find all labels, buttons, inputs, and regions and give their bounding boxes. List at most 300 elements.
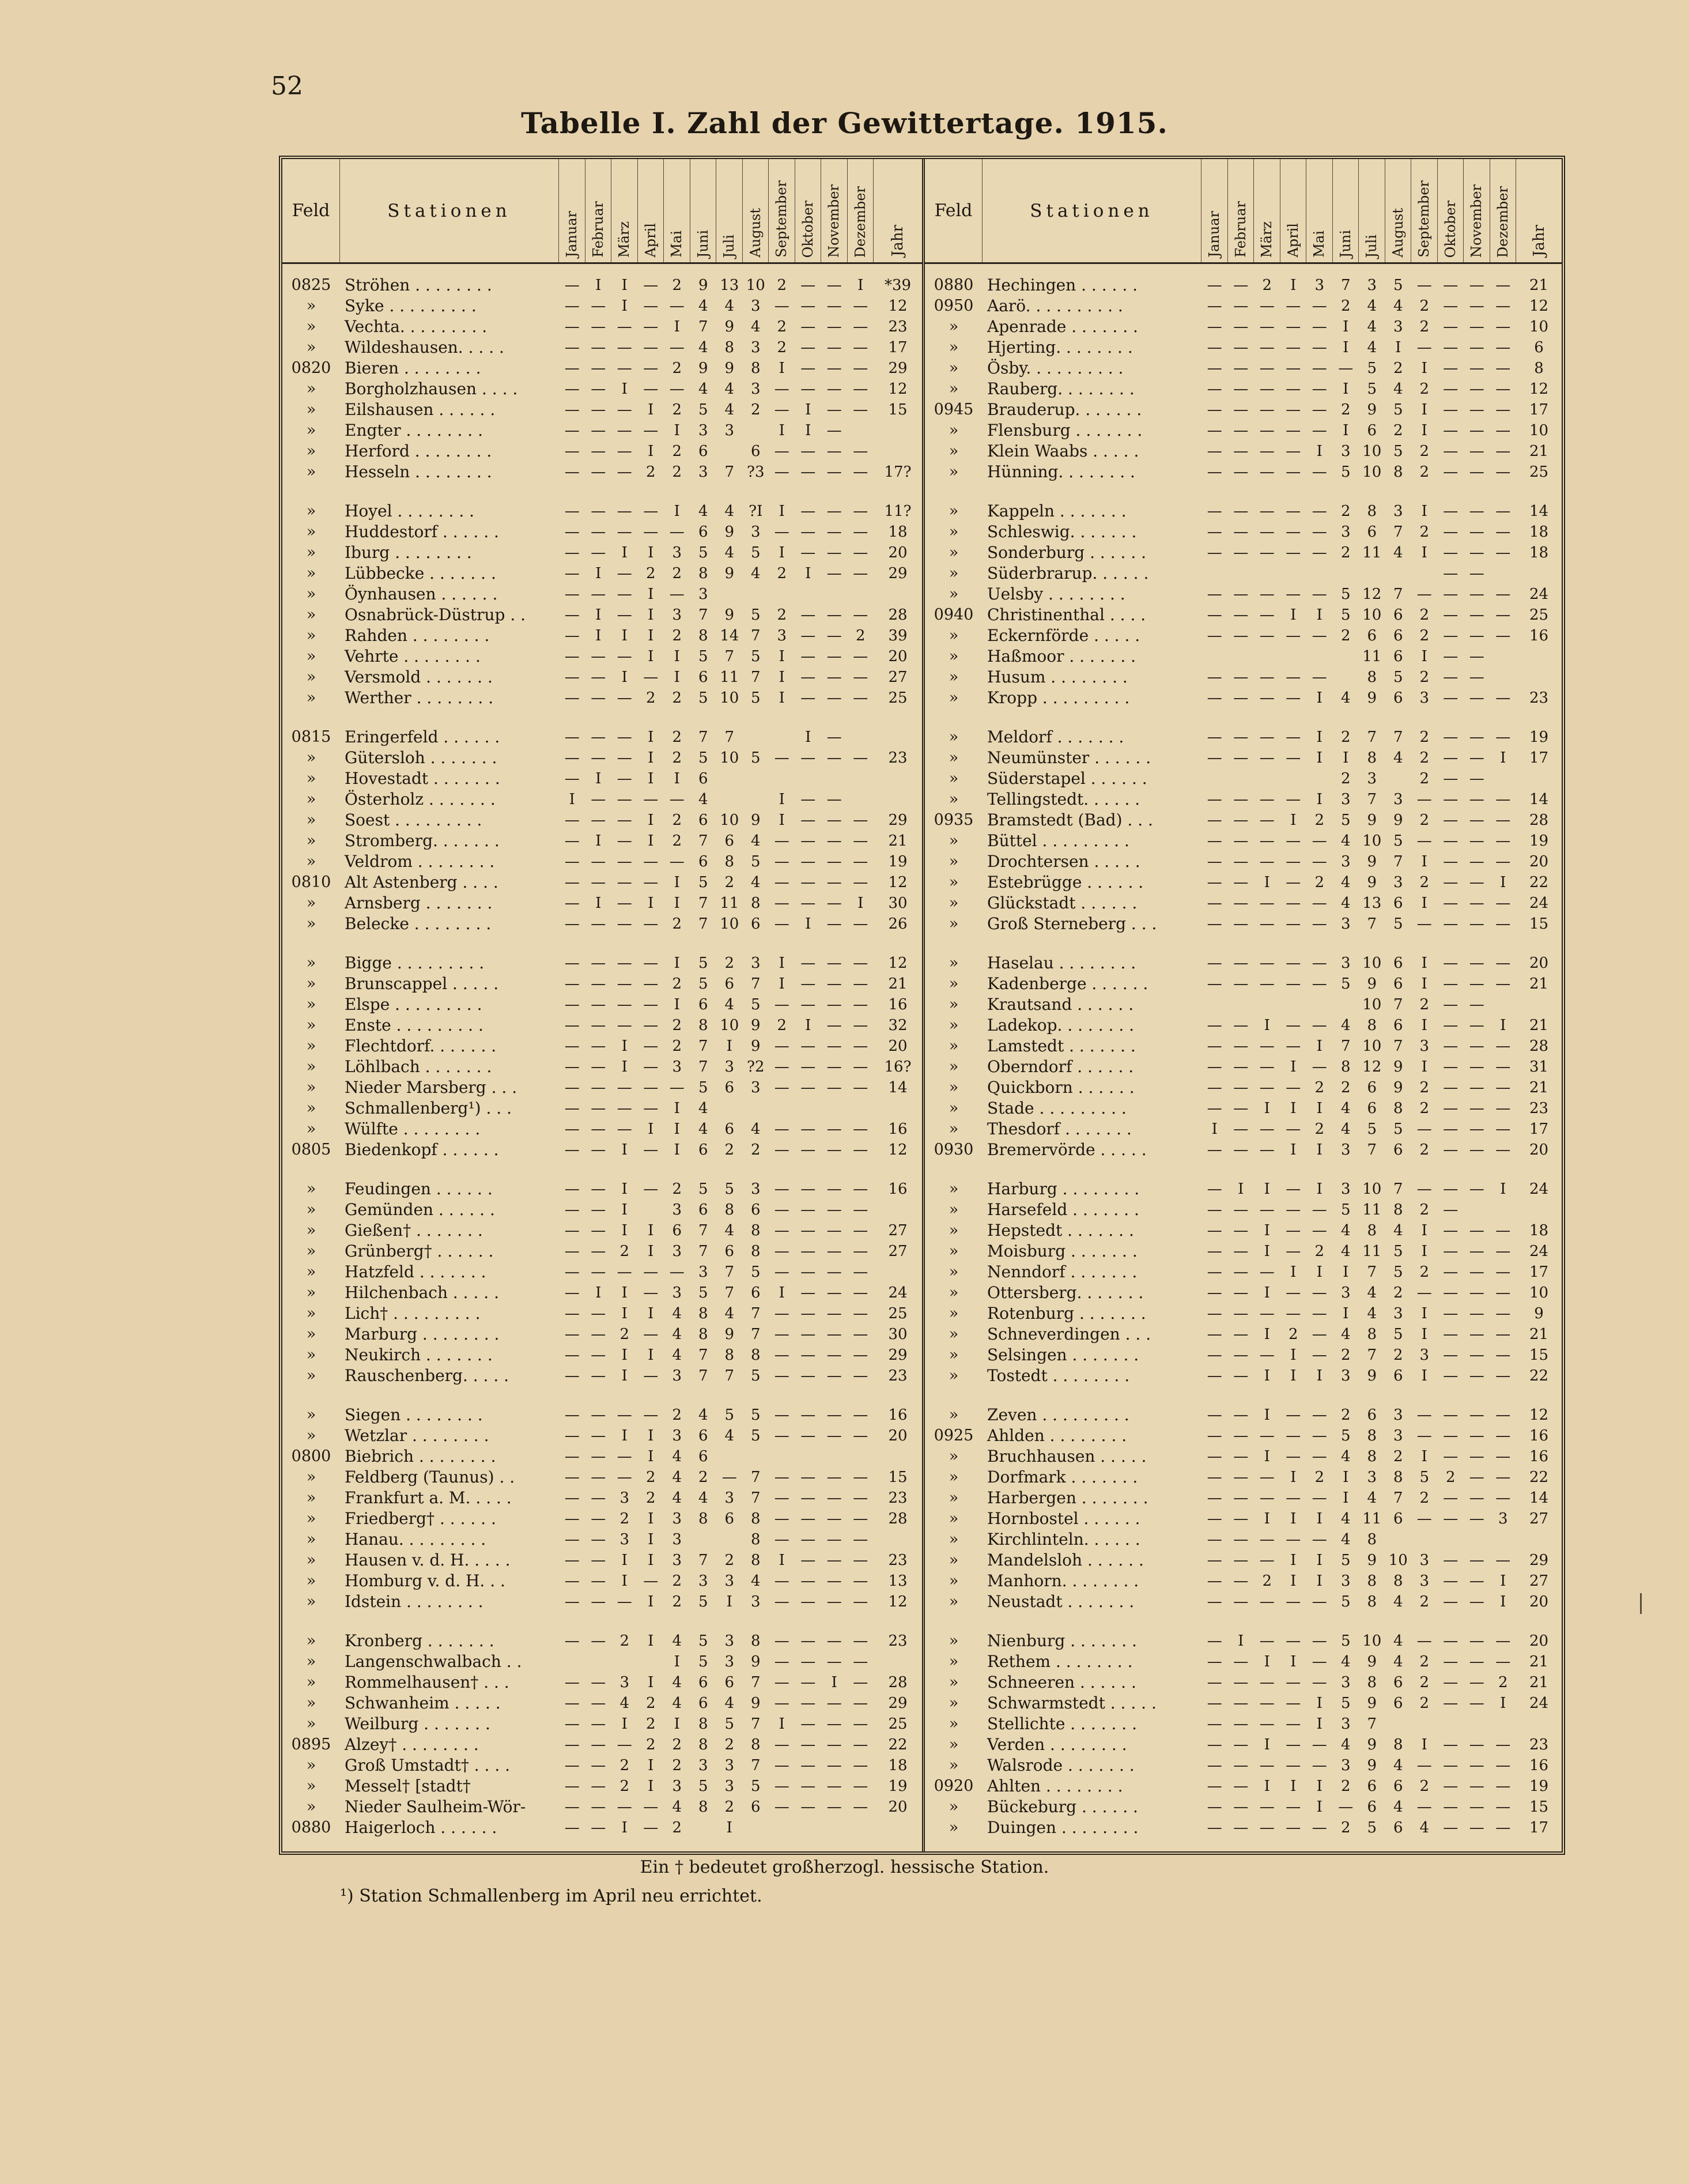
month-value: I <box>648 832 654 850</box>
month-value: — <box>591 544 606 561</box>
month-value: — <box>591 401 606 418</box>
month-value: — <box>1233 1489 1249 1507</box>
month-value: — <box>591 791 606 808</box>
month-value: — <box>800 277 816 294</box>
feld-cell: » <box>306 811 316 829</box>
table-row <box>282 1344 922 1365</box>
station-name: Schmallenberg¹) . . . <box>345 1099 512 1118</box>
month-value: 5 <box>698 1284 708 1302</box>
table-row <box>925 1446 1562 1466</box>
month-value: — <box>1312 1017 1327 1034</box>
month-value: I <box>1316 443 1323 460</box>
table-row <box>282 420 922 440</box>
month-value: — <box>643 996 659 1013</box>
station-name: Messel† [stadt† <box>345 1776 471 1796</box>
feld-cell: » <box>949 463 959 481</box>
month-value: — <box>1495 1243 1511 1260</box>
month-value: — <box>826 1489 842 1507</box>
month-value: — <box>853 1121 868 1138</box>
month-value: — <box>1207 812 1222 829</box>
year-total: 24 <box>1529 586 1549 603</box>
month-value: I <box>648 1121 654 1138</box>
station-name: Idstein . . . . . . . . <box>345 1592 483 1611</box>
feld-cell: » <box>949 1284 959 1302</box>
feld-cell: » <box>949 1593 959 1610</box>
month-value: — <box>591 1079 606 1096</box>
year-total: 28 <box>1529 812 1549 829</box>
month-value: — <box>1286 503 1301 520</box>
month-value: I <box>1421 544 1427 561</box>
month-value: I <box>779 669 785 686</box>
month-value: 5 <box>1367 1121 1377 1138</box>
year-total: 19 <box>888 1778 908 1795</box>
header-month-label: Juli <box>1363 234 1380 258</box>
month-value: — <box>826 1469 842 1486</box>
month-value: — <box>1469 1367 1484 1385</box>
month-value: — <box>1469 318 1484 335</box>
month-value: — <box>1207 443 1222 460</box>
year-total: 15 <box>1529 1798 1549 1816</box>
month-value: — <box>1443 1058 1458 1076</box>
month-value: — <box>1259 1531 1275 1548</box>
month-value: 9 <box>1367 401 1377 418</box>
month-value: — <box>1495 1552 1511 1569</box>
month-value: 2 <box>1340 1819 1351 1836</box>
month-value: 7 <box>750 1757 761 1774</box>
month-value: — <box>1207 627 1222 644</box>
feld-cell: » <box>306 1489 316 1507</box>
month-value: — <box>774 380 789 398</box>
month-value: — <box>774 1469 789 1486</box>
month-value: 8 <box>1367 503 1377 520</box>
month-value: I <box>1343 1489 1349 1507</box>
feld-cell: » <box>306 1242 316 1260</box>
month-value: — <box>1259 1038 1275 1055</box>
month-value: — <box>774 1201 789 1219</box>
table-row <box>925 789 1562 809</box>
month-value: — <box>564 853 580 870</box>
month-value: 6 <box>1393 975 1403 993</box>
month-value: 2 <box>724 1552 735 1569</box>
table-row <box>925 687 1562 708</box>
month-value: — <box>800 1305 816 1322</box>
month-value: — <box>1207 380 1222 398</box>
month-value: — <box>1469 1058 1484 1076</box>
month-value: 7 <box>1367 1346 1377 1364</box>
month-value: — <box>800 955 816 972</box>
month-value: — <box>1495 1346 1511 1364</box>
month-value: 5 <box>750 1406 761 1424</box>
station-name: Eilshausen . . . . . . <box>345 400 496 419</box>
station-name: Stellichte . . . . . . . <box>987 1714 1138 1733</box>
table-row <box>925 1508 1562 1529</box>
station-name: Bigge . . . . . . . . . <box>345 953 485 972</box>
month-value: 8 <box>724 1201 735 1219</box>
month-value: 3 <box>724 1778 735 1795</box>
month-value: — <box>643 1406 659 1424</box>
month-value: 3 <box>1393 791 1403 808</box>
month-value: I <box>1421 853 1427 870</box>
month-value: — <box>1286 1427 1301 1444</box>
header-month <box>1385 159 1412 262</box>
month-value: 2 <box>777 1017 787 1034</box>
month-value: — <box>1259 729 1275 746</box>
month-value: — <box>1233 422 1249 439</box>
month-value: — <box>1207 1510 1222 1527</box>
month-value: I <box>595 565 602 582</box>
month-value: — <box>1233 1058 1249 1076</box>
month-value: — <box>564 1058 580 1076</box>
month-value: 3 <box>1340 1141 1351 1159</box>
station-name: Lich† . . . . . . . . . <box>345 1304 481 1323</box>
month-value: — <box>564 1038 580 1055</box>
year-total: 16 <box>888 996 908 1013</box>
month-value: 2 <box>1419 1674 1430 1691</box>
month-value: 4 <box>1367 339 1377 356</box>
month-value: — <box>774 996 789 1013</box>
thunderstorm-days-table <box>279 156 1565 1855</box>
month-value: I <box>1264 1017 1270 1034</box>
month-value: — <box>1416 1427 1432 1444</box>
month-value: — <box>1443 955 1458 972</box>
month-value: — <box>826 1038 842 1055</box>
month-value: — <box>617 874 632 891</box>
month-value: — <box>800 1263 816 1281</box>
feld-cell: » <box>949 1078 959 1096</box>
month-value: — <box>826 1346 842 1364</box>
month-value: 2 <box>672 1757 682 1774</box>
month-value: — <box>591 1695 606 1712</box>
month-value: 2 <box>672 915 682 933</box>
month-value: — <box>1495 1406 1511 1424</box>
table-row <box>925 1775 1562 1796</box>
month-value: — <box>800 1715 816 1733</box>
month-value: — <box>853 1632 868 1650</box>
month-value: — <box>591 422 606 439</box>
month-value: — <box>1495 1778 1511 1795</box>
year-total: 21 <box>888 832 908 850</box>
station-name: Herford . . . . . . . . <box>345 442 492 461</box>
station-name: Flechtdorf. . . . . . . <box>345 1036 497 1055</box>
month-value: — <box>774 1489 789 1507</box>
month-value: 5 <box>1393 669 1403 686</box>
year-total: 10 <box>1529 1284 1549 1302</box>
feld-cell: » <box>306 1367 316 1385</box>
station-name: Hünning. . . . . . . . <box>987 462 1135 481</box>
table-row <box>282 1630 922 1651</box>
month-value: — <box>1207 318 1222 335</box>
month-value: — <box>853 401 868 418</box>
month-value: — <box>1207 1100 1222 1117</box>
station-name: Ösby. . . . . . . . . . <box>987 359 1124 378</box>
month-value: — <box>800 1367 816 1385</box>
month-value: — <box>591 1100 606 1117</box>
month-value: 2 <box>1419 874 1430 891</box>
station-name: Homburg v. d. H. . . <box>345 1571 505 1590</box>
month-value: — <box>617 1736 632 1753</box>
month-value: — <box>1469 606 1484 624</box>
header-month <box>1201 159 1228 262</box>
month-value: 7 <box>1393 1489 1403 1507</box>
month-value: I <box>831 1674 837 1691</box>
month-value: 7 <box>1367 1141 1377 1159</box>
table-row <box>282 1775 922 1796</box>
header-month-label: Februar <box>1232 201 1249 258</box>
station-name: Quickborn . . . . . . <box>987 1078 1135 1097</box>
month-value: — <box>643 669 659 686</box>
year-total: 20 <box>888 1038 908 1055</box>
month-value: — <box>617 832 632 850</box>
year-total: 16 <box>1529 1757 1549 1774</box>
month-value: 7 <box>698 318 708 335</box>
month-value: — <box>1469 1819 1484 1836</box>
feld-cell: » <box>306 606 316 624</box>
station-name: Uelsby . . . . . . . . <box>987 584 1125 603</box>
month-value: — <box>826 1695 842 1712</box>
month-value: I <box>1500 1572 1506 1590</box>
month-value: 5 <box>698 1778 708 1795</box>
month-value: — <box>1469 297 1484 315</box>
month-value: 3 <box>698 1572 708 1590</box>
month-value: 4 <box>1393 1757 1403 1774</box>
month-value: — <box>1259 1757 1275 1774</box>
month-value: — <box>800 689 816 707</box>
station-group <box>925 726 1562 934</box>
month-value: 6 <box>724 1079 735 1096</box>
month-value: — <box>1233 1674 1249 1691</box>
table-row <box>282 604 922 625</box>
feld-cell: » <box>949 647 959 665</box>
month-value: — <box>1259 503 1275 520</box>
month-value: — <box>1495 1819 1511 1836</box>
month-value: 3 <box>1419 1572 1430 1590</box>
month-value: I <box>1421 422 1427 439</box>
month-value: — <box>1312 1736 1327 1753</box>
month-value: — <box>1286 1531 1301 1548</box>
month-value: — <box>591 1489 606 1507</box>
feld-cell: 0950 <box>934 297 974 315</box>
feld-cell: » <box>949 1673 959 1691</box>
feld-cell: » <box>949 338 959 356</box>
month-value: I <box>805 565 811 582</box>
month-value: — <box>1259 853 1275 870</box>
month-value: — <box>1207 463 1222 481</box>
feld-cell: » <box>306 442 316 460</box>
month-value: 9 <box>698 360 708 377</box>
page-number: 52 <box>271 71 303 101</box>
month-value: — <box>800 606 816 624</box>
month-value: 8 <box>750 1346 761 1364</box>
month-value: 2 <box>1419 380 1430 398</box>
month-value: — <box>1312 463 1327 481</box>
table-row <box>282 378 922 399</box>
month-value: — <box>1469 1222 1484 1239</box>
feld-cell: » <box>949 442 959 460</box>
year-total: 30 <box>888 895 908 912</box>
month-value: — <box>564 1798 580 1816</box>
month-value: I <box>1264 1243 1270 1260</box>
month-value: — <box>591 360 606 377</box>
month-value: 3 <box>1393 1305 1403 1322</box>
month-value: I <box>648 729 654 746</box>
page-title: Tabelle I. Zahl der Gewittertage. 1915. <box>521 106 1168 140</box>
month-value: — <box>800 339 816 356</box>
month-value: 5 <box>1340 1695 1351 1712</box>
month-value: 3 <box>1498 1510 1508 1527</box>
month-value: 4 <box>1340 1100 1351 1117</box>
month-value: 3 <box>672 1201 682 1219</box>
month-value: 2 <box>672 832 682 850</box>
month-value: 6 <box>698 1674 708 1691</box>
month-value: 3 <box>750 380 761 398</box>
month-value: — <box>564 915 580 933</box>
feld-cell: » <box>949 1715 959 1733</box>
month-value: I <box>1316 1715 1323 1733</box>
month-value: 7 <box>750 1469 761 1486</box>
month-value: I <box>1316 791 1323 808</box>
feld-cell: » <box>949 1406 959 1424</box>
month-value: — <box>1469 1510 1484 1527</box>
month-value: — <box>617 996 632 1013</box>
table-row <box>282 1199 922 1220</box>
table-row <box>925 399 1562 420</box>
month-value: — <box>774 1121 789 1138</box>
table-row <box>925 1692 1562 1713</box>
month-value: — <box>721 1469 737 1486</box>
month-value: — <box>617 1263 632 1281</box>
month-value: — <box>1469 791 1484 808</box>
year-total: 17? <box>884 463 912 481</box>
month-value: 2 <box>1340 729 1351 746</box>
month-value: 2 <box>672 1017 682 1034</box>
station-name: Walsrode . . . . . . . <box>987 1756 1135 1775</box>
feld-cell: » <box>306 1468 316 1486</box>
month-value: I <box>1264 1510 1270 1527</box>
month-value: — <box>853 1141 868 1159</box>
month-value: 3 <box>672 1284 682 1302</box>
month-value: — <box>1233 955 1249 972</box>
feld-cell: » <box>949 728 959 746</box>
station-name: Eringerfeld . . . . . . <box>345 727 500 746</box>
month-value: 2 <box>1340 1406 1351 1424</box>
month-value: — <box>800 380 816 398</box>
month-value: 5 <box>698 401 708 418</box>
month-value: 8 <box>1367 1448 1377 1465</box>
month-value: 3 <box>1340 1757 1351 1774</box>
month-value: — <box>1233 1367 1249 1385</box>
month-value: — <box>1312 1427 1327 1444</box>
month-value: — <box>1416 1284 1432 1302</box>
month-value: 6 <box>698 669 708 686</box>
table-row <box>282 913 922 934</box>
month-value: 7 <box>1340 1038 1351 1055</box>
month-value: 2 <box>672 277 682 294</box>
month-value: I <box>1316 1180 1323 1198</box>
month-value: 2 <box>1314 874 1325 891</box>
month-value: 2 <box>1340 297 1351 315</box>
feld-cell: » <box>949 1201 959 1219</box>
month-value: — <box>826 1058 842 1076</box>
month-value: — <box>617 1100 632 1117</box>
month-value: — <box>774 1243 789 1260</box>
month-value: — <box>1207 1757 1222 1774</box>
month-value: I <box>1264 1736 1270 1753</box>
table-row <box>282 316 922 337</box>
feld-cell: » <box>949 1572 959 1590</box>
table-row <box>925 1529 1562 1549</box>
station-rows <box>282 264 922 1838</box>
month-value: 2 <box>1288 1326 1298 1343</box>
month-value: — <box>1469 1141 1484 1159</box>
station-name: Estebrügge . . . . . . <box>987 873 1144 892</box>
month-value: — <box>774 443 789 460</box>
month-value: — <box>853 1757 868 1774</box>
month-value: 5 <box>1393 1326 1403 1343</box>
month-value: — <box>853 1222 868 1239</box>
month-value: I <box>595 832 602 850</box>
year-total: 12 <box>888 297 908 315</box>
month-value: — <box>1495 277 1511 294</box>
month-value: 10 <box>720 915 739 933</box>
month-value: — <box>1416 832 1432 850</box>
table-row <box>925 1591 1562 1612</box>
month-value: — <box>1286 975 1301 993</box>
month-value: I <box>1290 1778 1297 1795</box>
month-value: — <box>1259 1715 1275 1733</box>
month-value: — <box>826 463 842 481</box>
month-value: — <box>826 1572 842 1590</box>
month-value: 3 <box>1340 1572 1351 1590</box>
month-value: — <box>1443 627 1458 644</box>
header-month-label: September <box>773 180 790 258</box>
year-total: 20 <box>1529 1141 1549 1159</box>
month-value: 7 <box>1393 853 1403 870</box>
month-value: I <box>1290 812 1297 829</box>
month-value: — <box>853 1406 868 1424</box>
month-value: — <box>1286 1038 1301 1055</box>
month-value: — <box>800 1736 816 1753</box>
month-value: 2 <box>645 463 656 481</box>
month-value: 5 <box>698 955 708 972</box>
month-value: I <box>648 627 654 644</box>
table-right-half <box>922 159 1562 1851</box>
month-value: — <box>1495 1222 1511 1239</box>
feld-cell: » <box>306 1551 316 1569</box>
table-row <box>282 1282 922 1303</box>
month-value: — <box>800 832 816 850</box>
table-row <box>282 1817 922 1838</box>
header-month-label: Mai <box>668 231 685 258</box>
month-value: — <box>1443 1593 1458 1610</box>
month-value: — <box>617 1469 632 1486</box>
month-value: 7 <box>1340 277 1351 294</box>
feld-cell: » <box>949 853 959 870</box>
header-month <box>1411 159 1438 262</box>
year-total: 21 <box>1529 1017 1549 1034</box>
header-month <box>559 159 585 262</box>
month-value: I <box>674 1121 680 1138</box>
year-total: 29 <box>888 565 908 582</box>
month-value: — <box>800 1510 816 1527</box>
month-value: I <box>1421 401 1427 418</box>
month-value: 2 <box>1419 463 1430 481</box>
month-value: — <box>564 895 580 912</box>
month-value: — <box>1286 853 1301 870</box>
month-value: — <box>1233 791 1249 808</box>
month-value: 6 <box>1393 627 1403 644</box>
month-value: — <box>1207 606 1222 624</box>
month-value: 4 <box>724 544 735 561</box>
